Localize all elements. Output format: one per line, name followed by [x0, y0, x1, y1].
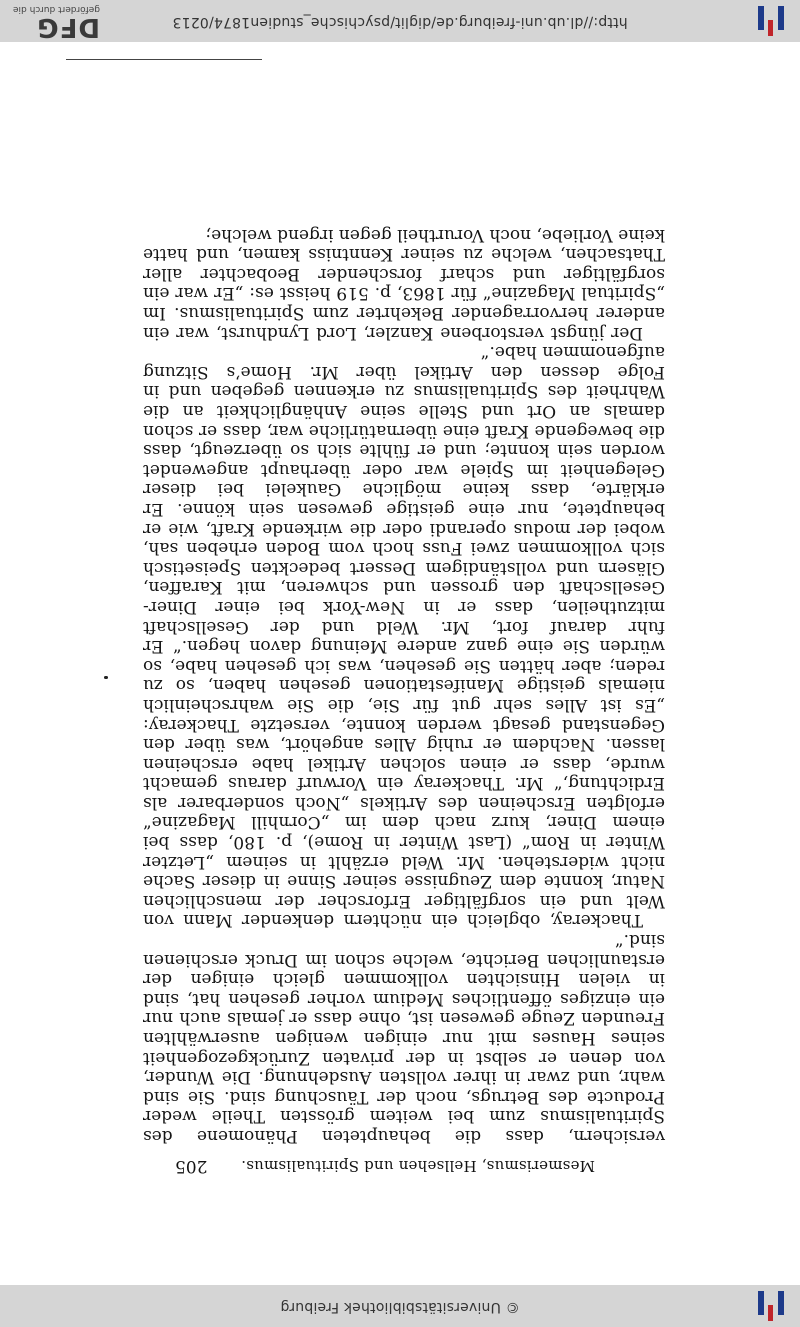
page-number: 205	[175, 1156, 208, 1176]
body-text	[143, 224, 665, 1145]
source-url-link[interactable]: http://dl.ub.uni-freiburg.de/diglit/psychische_studien1874/0213	[172, 14, 628, 30]
running-head	[175, 1153, 595, 1177]
dfg-mark: DFG	[36, 12, 100, 42]
dfg-note: gefördert durch die	[13, 4, 100, 14]
footnote-rule	[66, 59, 262, 60]
book-page	[0, 42, 800, 1285]
paragraph-3: Der jüngst verstorbene Kanzler, Lord Lyndhurst, war ein anderer hervorragender Bekehrter zum Spiritualismus. Im „Spiritual Magazine“ für 1863, p. 519 heisst es: „Er war ein sorgfältiger und scharf forschender Beobachter aller Thatsachen, welche zu seiner Kenntniss kamen, und hatte keine Vorliebe, noch Vorurtheil gegen irgend welche;	[143, 224, 665, 343]
library-bar	[0, 1285, 800, 1327]
dfg-logo	[8, 2, 100, 40]
library-copyright: © Universitätsbibliothek Freiburg	[280, 1299, 520, 1315]
paragraph-2: Thackeray, obgleich ein nüchtern denkender Mann von Welt und ein sorgfältiger Erforscher der menschlichen Natur, konnte dem Zeugnisse seiner Sinne in dieser Sache nicht widerstehen. Mr. Weld erzählt in seinem „Letzter Winter in Rom“ (Last Winter in Rome), p. 180, dass bei einem Diner, kurz nach dem im „Cornhill Magazine“ erfolgten Erscheinen des Artikels „Noch sonderbarer als Erdichtung,“ Mr. Thackeray ein Vorwurf daraus gemacht wurde, dass er einen solchen Artikel habe erscheinen lassen. Nachdem er ruhig Alles angehört, was über den Gegenstand gesagt werden konnte, versetzte Thackeray: „Es ist Alles sehr gut für Sie, die Sie wahrscheinlich niemals geistige Manifestationen gesehen haben, so zu reden; aber hätten Sie gesehen, was ich gesehen habe, so würden Sie eine ganz andere Meinung davon hegen.“ Er fuhr darauf fort, Mr. Weld und der Gesellschaft mitzutheilen, dass er in New-York bei einer Diner-Gesellschaft den grossen und schweren, mit Karaffen, Gläsern und vollständigem Dessert bedeckten Speisetisch sich vollkommen zwei Fuss hoch vom Boden erheben sah, wobei der modus operandi oder die wirkende Kraft, wie er behauptete, nur eine geistige gewesen sein könne. Er erklärte, dass keine mögliche Gaukelei bei dieser Gelegenheit im Spiele war oder überhaupt angewendet worden sein konnte; und er fühlte sich so überzeugt, dass die bewegende Kraft eine übernatürliche war, dass er schon damals an Ort und Stelle seine Anhänglichkeit an die Wahrheit des Spiritualismus zu erkennen gegeben und in Folge dessen den Artikel über Mr. Home’s Sitzung aufgenommen habe.“	[143, 342, 665, 931]
source-bar	[0, 0, 800, 42]
ink-speck	[104, 676, 108, 679]
paragraph-1: versichern, dass die behaupteten Phänomene des Spiritualismus zum bei weitem grössten Theile weder Producte des Betrugs, noch der Täuschung sind. Sie sind wahr, und zwar in ihrer vollsten Ausdehnung. Die Wunder, von denen er selbst in der privaten Zurückgezogenheit seines Hauses mit nur einigen wenigen auserwählten Freunden Zeuge gewesen ist, ohne dass er jemals auch nur ein einziges öffentliches Medium vorher gesehen hat, sind in vielen Hinsichten vollkommen gleich einigen der erstaunlichen Berichte, welche schon im Druck erschienen sind.“	[143, 930, 665, 1146]
running-head-title: Mesmerismus, Hellsehen und Spiritualismus.	[241, 1157, 595, 1175]
